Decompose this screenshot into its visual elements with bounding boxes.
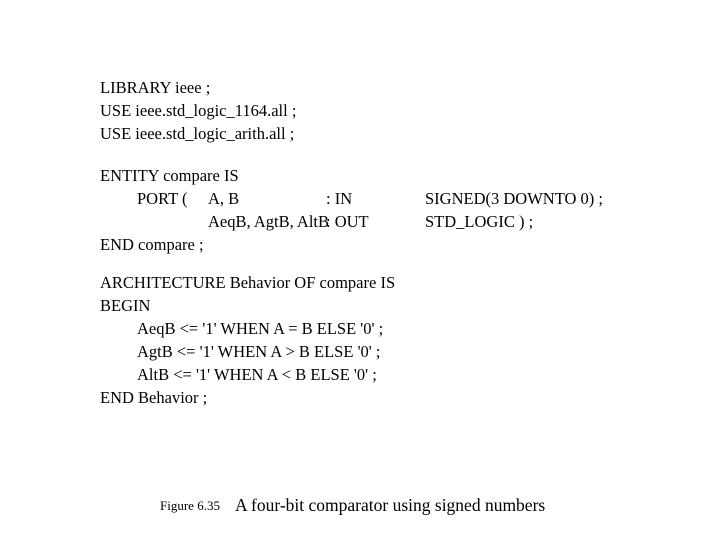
port-mode: : OUT [326,212,369,231]
entity-header: ENTITY compare IS [100,166,239,185]
port-mode: : IN [326,189,353,208]
port-type: STD_LOGIC ) ; [425,212,534,231]
architecture-end: END Behavior ; [100,388,208,407]
statement: AgtB <= '1' WHEN A > B ELSE '0' ; [137,342,381,361]
statement: AeqB <= '1' WHEN A = B ELSE '0' ; [137,319,384,338]
statement: AltB <= '1' WHEN A < B ELSE '0' ; [137,365,377,384]
figure-caption: A four-bit comparator using signed numbers [235,495,546,515]
code-line-library: LIBRARY ieee ; [100,78,211,97]
port-open: PORT ( [137,189,188,208]
code-line-use: USE ieee.std_logic_1164.all ; [100,101,297,120]
code-line-use: USE ieee.std_logic_arith.all ; [100,124,295,143]
port-names: A, B [208,189,240,208]
figure-number: Figure 6.35 [160,498,220,513]
entity-end: END compare ; [100,235,204,254]
architecture-begin: BEGIN [100,296,151,315]
architecture-header: ARCHITECTURE Behavior OF compare IS [100,273,396,292]
port-names: AeqB, AgtB, AltB [208,212,330,231]
port-type: SIGNED(3 DOWNTO 0) ; [425,189,603,208]
